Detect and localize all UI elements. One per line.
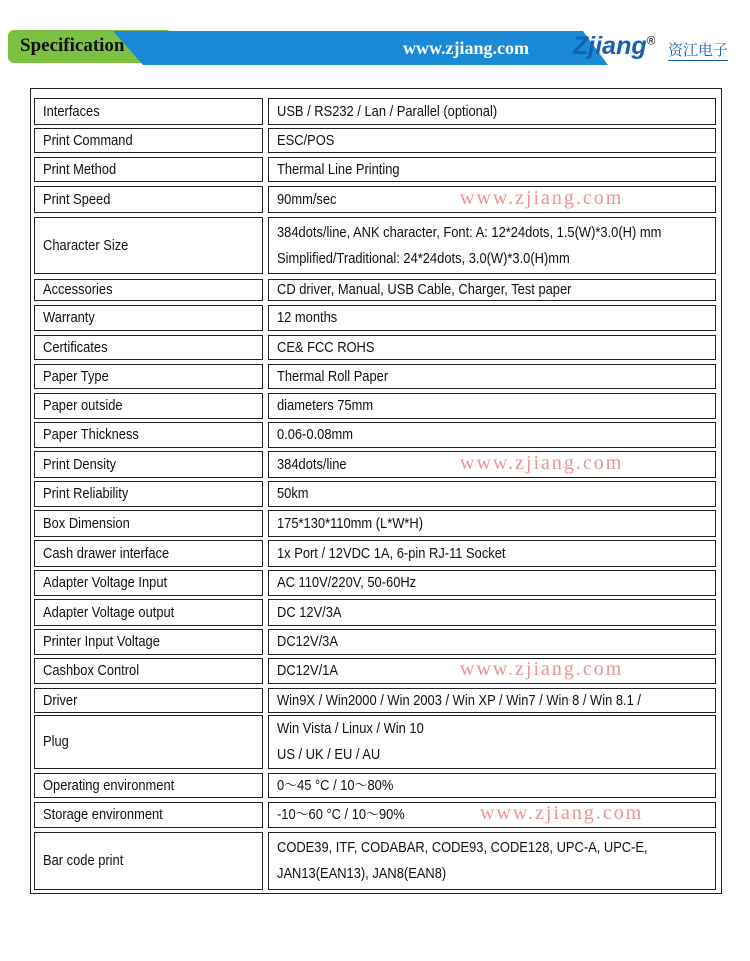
spec-value-text: 175*130*110mm (L*W*H)	[277, 514, 424, 532]
spec-table	[30, 88, 722, 894]
table-row	[31, 570, 721, 596]
spec-value-text: JAN13(EAN13), JAN8(EAN8)	[277, 865, 447, 882]
table-row	[31, 98, 721, 125]
spec-label	[34, 335, 263, 360]
spec-value	[268, 715, 716, 769]
spec-value-text: DC 12V/3A	[277, 603, 342, 621]
spec-label	[34, 715, 263, 769]
spec-value	[268, 658, 716, 684]
spec-value	[268, 217, 716, 274]
spec-value	[268, 98, 716, 125]
spec-label-text: Printer Input Voltage	[43, 633, 160, 650]
watermark: www.zjiang.com	[480, 802, 644, 824]
table-row	[31, 364, 721, 389]
table-row	[31, 832, 721, 890]
table-row	[31, 629, 721, 655]
spec-value	[268, 422, 716, 448]
spec-value	[268, 157, 716, 182]
spec-label-text: Adapter Voltage Input	[43, 574, 168, 591]
spec-label	[34, 393, 263, 419]
spec-value-text: CD driver, Manual, USB Cable, Charger, Test paper	[277, 281, 572, 298]
spec-label	[34, 688, 263, 713]
spec-label	[34, 451, 263, 478]
table-row	[31, 422, 721, 448]
spec-label	[34, 128, 263, 153]
table-row	[31, 279, 721, 301]
spec-label	[34, 98, 263, 125]
spec-value-text: CE& FCC ROHS	[277, 338, 375, 356]
spec-label-text: Print Density	[43, 455, 117, 473]
spec-label-text: Print Method	[43, 160, 117, 178]
table-row	[31, 217, 721, 274]
spec-label	[34, 364, 263, 389]
spec-value	[268, 688, 716, 713]
spec-value	[268, 393, 716, 419]
table-row	[31, 773, 721, 798]
spec-label-text: Warranty	[43, 309, 95, 326]
table-row	[31, 688, 721, 713]
spec-label	[34, 629, 263, 655]
spec-value-text: Win Vista / Linux / Win 10	[277, 720, 424, 737]
spec-label-text: Character Size	[43, 236, 129, 254]
spec-label	[34, 540, 263, 567]
spec-value	[268, 364, 716, 389]
table-row	[31, 335, 721, 360]
spec-label	[34, 422, 263, 448]
spec-label	[34, 157, 263, 182]
spec-value-text: 90mm/sec	[277, 190, 337, 208]
spec-label-text: Paper Type	[43, 367, 109, 385]
table-row	[31, 540, 721, 567]
spec-value	[268, 832, 716, 890]
spec-value-text: diameters 75mm	[277, 397, 374, 414]
spec-value-text: 384dots/line, ANK character, Font: A: 12*24dots, 1.5(W)*3.0(H) mm	[277, 223, 662, 241]
spec-label	[34, 279, 263, 301]
spec-label	[34, 305, 263, 331]
watermark: www.zjiang.com	[460, 658, 624, 680]
table-row	[31, 802, 721, 828]
spec-label-text: Plug	[43, 733, 69, 750]
page-title: Specification	[20, 35, 125, 56]
spec-value-text: AC 110V/220V, 50-60Hz	[277, 574, 417, 591]
spec-label-text: Operating environment	[43, 776, 175, 794]
spec-label	[34, 217, 263, 274]
spec-label-text: Paper Thickness	[43, 426, 139, 443]
watermark: www.zjiang.com	[460, 452, 624, 474]
table-row	[31, 510, 721, 537]
spec-value-text: DC12V/3A	[277, 633, 338, 650]
spec-label	[34, 599, 263, 626]
spec-value	[268, 186, 716, 213]
spec-label	[34, 773, 263, 798]
spec-label-text: Driver	[43, 691, 78, 709]
spec-value-text: 384dots/line	[277, 455, 347, 473]
table-row	[31, 128, 721, 153]
watermark: www.zjiang.com	[460, 187, 624, 209]
spec-value-text: Win9X / Win2000 / Win 2003 / Win XP / Win7 / Win 8 / Win 8.1 /	[277, 691, 641, 709]
spec-value	[268, 802, 716, 828]
spec-label	[34, 658, 263, 684]
table-row	[31, 658, 721, 684]
spec-label-text: Cashbox Control	[43, 662, 140, 679]
table-row	[31, 393, 721, 419]
spec-label-text: Cash drawer interface	[43, 544, 170, 562]
table-row	[31, 481, 721, 507]
spec-value-text: CODE39, ITF, CODABAR, CODE93, CODE128, UPC-A, UPC-E,	[277, 839, 648, 856]
spec-label-text: Storage environment	[43, 806, 163, 823]
spec-label-text: Box Dimension	[43, 514, 130, 532]
spec-value-text: -10～60 °C / 10～90%	[277, 806, 405, 823]
spec-value	[268, 451, 716, 478]
brand-logo-cn: 资江电子	[668, 39, 728, 61]
spec-value-text: 0～45 °C / 10～80%	[277, 776, 394, 794]
spec-value-text: 12 months	[277, 309, 338, 326]
spec-label-text: Bar code print	[43, 852, 124, 869]
spec-label	[34, 832, 263, 890]
spec-value	[268, 773, 716, 798]
spec-label-text: Interfaces	[43, 102, 100, 120]
spec-value-text: Thermal Line Printing	[277, 160, 400, 178]
spec-value	[268, 599, 716, 626]
table-row	[31, 157, 721, 182]
spec-value	[268, 629, 716, 655]
spec-label-text: Adapter Voltage output	[43, 603, 175, 621]
table-row	[31, 599, 721, 626]
spec-value-text: 0.06-0.08mm	[277, 426, 354, 443]
spec-label-text: Paper outside	[43, 397, 123, 414]
spec-value	[268, 335, 716, 360]
spec-label-text: Print Command	[43, 131, 133, 149]
spec-value-text: 50km	[277, 485, 309, 502]
spec-value-text: US / UK / EU / AU	[277, 746, 381, 763]
spec-value-text: USB / RS232 / Lan / Parallel (optional)	[277, 102, 498, 120]
spec-value	[268, 510, 716, 537]
banner-blue-shape	[113, 31, 608, 65]
spec-value	[268, 481, 716, 507]
spec-value	[268, 128, 716, 153]
spec-value-text: Simplified/Traditional: 24*24dots, 3.0(W)*3.0(H)mm	[277, 249, 570, 267]
spec-value	[268, 570, 716, 596]
spec-value	[268, 305, 716, 331]
spec-value-text: Thermal Roll Paper	[277, 367, 389, 385]
spec-label	[34, 570, 263, 596]
spec-value-text: DC12V/1A	[277, 662, 338, 679]
table-row	[31, 305, 721, 331]
header-banner	[8, 30, 748, 66]
spec-label-text: Print Speed	[43, 190, 111, 208]
spec-label	[34, 481, 263, 507]
table-row	[31, 186, 721, 213]
spec-value	[268, 279, 716, 301]
spec-label-text: Accessories	[43, 281, 113, 298]
table-row	[31, 451, 721, 478]
spec-label	[34, 510, 263, 537]
table-row	[31, 715, 721, 769]
spec-label-text: Certificates	[43, 338, 108, 356]
spec-label	[34, 802, 263, 828]
spec-value-text: 1x Port / 12VDC 1A, 6-pin RJ-11 Socket	[277, 544, 506, 562]
spec-value	[268, 540, 716, 567]
spec-value-text: ESC/POS	[277, 131, 335, 149]
website-url: www.zjiang.com	[403, 38, 529, 58]
spec-label	[34, 186, 263, 213]
spec-label-text: Print Reliability	[43, 485, 129, 502]
brand-logo: Zjiang®	[573, 32, 656, 60]
